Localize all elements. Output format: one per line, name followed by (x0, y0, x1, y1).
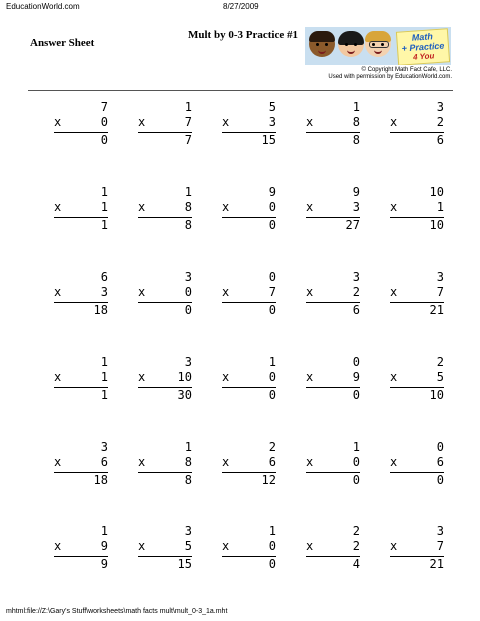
answer: 18 (93, 473, 108, 487)
problem (222, 185, 276, 233)
multiplicand: 3 (184, 355, 192, 369)
multiplier-row (222, 115, 276, 130)
multiplicand: 3 (100, 440, 108, 454)
multiplicand: 1 (352, 100, 360, 114)
multiplicand: 6 (100, 270, 108, 284)
answer: 18 (93, 303, 108, 317)
multiplier: 3 (100, 285, 108, 299)
multiply-sign: x (222, 115, 230, 129)
multiply-sign: x (306, 539, 314, 553)
multiplier: 0 (268, 539, 276, 553)
multiplier: 6 (100, 455, 108, 469)
multiply-sign: x (138, 285, 146, 299)
multiplier: 3 (268, 115, 276, 129)
problem (138, 440, 192, 488)
sticky-note: Math + Practice 4 You (396, 28, 450, 65)
answer: 6 (352, 303, 360, 317)
multiplicand: 1 (184, 100, 192, 114)
answer: 9 (100, 557, 108, 571)
multiply-sign: x (222, 370, 230, 384)
multiplier: 0 (352, 455, 360, 469)
multiply-sign: x (222, 455, 230, 469)
multiplier-row (54, 200, 108, 215)
multiplier: 5 (184, 539, 192, 553)
multiplier-row (138, 285, 192, 300)
multiplier-row (390, 539, 444, 554)
problem (54, 355, 108, 403)
multiply-sign: x (390, 455, 398, 469)
multiplier-row (390, 115, 444, 130)
multiplier-row (54, 285, 108, 300)
answer: 7 (184, 133, 192, 147)
answer: 10 (429, 218, 444, 232)
print-date: 8/27/2009 (223, 2, 259, 11)
multiply-sign: x (138, 115, 146, 129)
multiply-sign: x (54, 115, 62, 129)
multiplier: 2 (352, 285, 360, 299)
multiply-sign: x (390, 539, 398, 553)
multiplier: 7 (436, 539, 444, 553)
site-name: EducationWorld.com (6, 2, 80, 11)
multiplicand: 5 (268, 100, 276, 114)
problem (390, 355, 444, 403)
multiply-sign: x (390, 200, 398, 214)
multiplier: 9 (100, 539, 108, 553)
multiplier-row (138, 370, 192, 385)
problem (390, 440, 444, 488)
multiplier-row (54, 115, 108, 130)
multiplier-row (54, 455, 108, 470)
multiply-sign: x (138, 370, 146, 384)
answer: 15 (177, 557, 192, 571)
problem (54, 270, 108, 318)
multiply-sign: x (306, 455, 314, 469)
multiplier: 0 (100, 115, 108, 129)
multiplicand: 0 (268, 270, 276, 284)
answer: 0 (100, 133, 108, 147)
multiplier: 2 (352, 539, 360, 553)
multiplier: 3 (352, 200, 360, 214)
multiply-sign: x (390, 285, 398, 299)
multiplicand: 3 (184, 270, 192, 284)
multiplicand: 7 (100, 100, 108, 114)
multiplicand: 1 (352, 440, 360, 454)
answer: 0 (352, 388, 360, 402)
answer: 1 (100, 218, 108, 232)
multiplier-row (138, 455, 192, 470)
copyright-line: © Copyright Math Fact Cafe, LLC. (361, 67, 452, 73)
answer: 8 (184, 218, 192, 232)
problem (306, 270, 360, 318)
multiplier: 7 (268, 285, 276, 299)
multiplier: 8 (184, 200, 192, 214)
multiplier: 7 (184, 115, 192, 129)
multiplier-row (222, 285, 276, 300)
answer: 12 (261, 473, 276, 487)
problem (306, 100, 360, 148)
multiplier: 0 (268, 370, 276, 384)
multiply-sign: x (222, 285, 230, 299)
multiply-sign: x (222, 200, 230, 214)
multiplicand: 1 (100, 524, 108, 538)
problem (390, 100, 444, 148)
answer: 1 (100, 388, 108, 402)
multiply-sign: x (54, 200, 62, 214)
multiplicand: 2 (436, 355, 444, 369)
multiplier-row (222, 539, 276, 554)
multiply-sign: x (138, 455, 146, 469)
multiplicand: 3 (184, 524, 192, 538)
multiplicand: 2 (352, 524, 360, 538)
multiplicand: 0 (352, 355, 360, 369)
multiplier-row (306, 539, 360, 554)
multiply-sign: x (306, 115, 314, 129)
problem (222, 440, 276, 488)
multiplicand: 1 (184, 185, 192, 199)
page-title: Mult by 0-3 Practice #1 (188, 29, 298, 41)
multiplicand: 3 (352, 270, 360, 284)
problem (138, 355, 192, 403)
multiplier: 6 (268, 455, 276, 469)
answer: 21 (429, 303, 444, 317)
file-path-footer: mhtml:file://Z:\Gary's Stuff\worksheets\math facts mult\mult_0-3_1a.mht (6, 608, 228, 615)
multiplicand: 3 (436, 524, 444, 538)
answer: 6 (436, 133, 444, 147)
answer: 8 (184, 473, 192, 487)
multiplier: 1 (100, 370, 108, 384)
multiplier-row (306, 455, 360, 470)
answer: 4 (352, 557, 360, 571)
multiplier-row (390, 370, 444, 385)
problem (306, 524, 360, 572)
problem (138, 524, 192, 572)
multiplier-row (306, 115, 360, 130)
answer: 0 (268, 303, 276, 317)
answer: 8 (352, 133, 360, 147)
problem (138, 100, 192, 148)
multiply-sign: x (306, 200, 314, 214)
multiplicand: 0 (436, 440, 444, 454)
multiply-sign: x (54, 455, 62, 469)
multiplier-row (54, 370, 108, 385)
answer: 0 (352, 473, 360, 487)
multiplier: 2 (436, 115, 444, 129)
problem (222, 524, 276, 572)
multiply-sign: x (138, 200, 146, 214)
answer: 0 (268, 557, 276, 571)
problem (222, 100, 276, 148)
multiply-sign: x (54, 285, 62, 299)
multiplier: 0 (184, 285, 192, 299)
problem (306, 440, 360, 488)
multiplier: 5 (436, 370, 444, 384)
answer-sheet-label: Answer Sheet (30, 37, 95, 49)
multiplier: 6 (436, 455, 444, 469)
problem (54, 440, 108, 488)
multiplier: 1 (436, 200, 444, 214)
multiply-sign: x (390, 370, 398, 384)
multiply-sign: x (390, 115, 398, 129)
multiply-sign: x (54, 370, 62, 384)
answer: 27 (345, 218, 360, 232)
multiplier-row (306, 370, 360, 385)
problem (390, 185, 444, 233)
multiplier: 9 (352, 370, 360, 384)
multiplicand: 1 (184, 440, 192, 454)
multiplicand: 1 (100, 355, 108, 369)
problem (390, 524, 444, 572)
answer: 0 (268, 218, 276, 232)
answer: 10 (429, 388, 444, 402)
multiplicand: 2 (268, 440, 276, 454)
multiplier-row (222, 455, 276, 470)
multiplier-row (390, 285, 444, 300)
answer: 0 (184, 303, 192, 317)
multiplier-row (306, 285, 360, 300)
permission-line: Used with permission by EducationWorld.com. (328, 74, 452, 80)
problem (138, 185, 192, 233)
multiplier-row (138, 539, 192, 554)
multiplicand: 10 (429, 185, 444, 199)
answer: 0 (268, 388, 276, 402)
answer: 0 (436, 473, 444, 487)
answer: 21 (429, 557, 444, 571)
multiplier-row (306, 200, 360, 215)
multiplier: 10 (177, 370, 192, 384)
problem (306, 185, 360, 233)
multiplier-row (390, 200, 444, 215)
multiplicand: 9 (352, 185, 360, 199)
multiplier-row (222, 370, 276, 385)
problem (54, 100, 108, 148)
multiplicand: 3 (436, 270, 444, 284)
multiplier: 8 (184, 455, 192, 469)
answer: 30 (177, 388, 192, 402)
problem (222, 355, 276, 403)
multiplier-row (390, 455, 444, 470)
multiply-sign: x (54, 539, 62, 553)
multiplier: 8 (352, 115, 360, 129)
problem (306, 355, 360, 403)
multiplier: 7 (436, 285, 444, 299)
multiply-sign: x (138, 539, 146, 553)
multiplicand: 1 (268, 355, 276, 369)
problem (54, 185, 108, 233)
multiply-sign: x (306, 285, 314, 299)
problem (138, 270, 192, 318)
multiplier: 1 (100, 200, 108, 214)
problem (390, 270, 444, 318)
multiplier: 0 (268, 200, 276, 214)
multiplicand: 1 (268, 524, 276, 538)
problem (222, 270, 276, 318)
multiplier-row (222, 200, 276, 215)
multiply-sign: x (222, 539, 230, 553)
multiplier-row (54, 539, 108, 554)
multiplicand: 3 (436, 100, 444, 114)
multiplier-row (138, 200, 192, 215)
problem (54, 524, 108, 572)
answer: 15 (261, 133, 276, 147)
multiplier-row (138, 115, 192, 130)
multiplicand: 1 (100, 185, 108, 199)
multiplicand: 9 (268, 185, 276, 199)
multiply-sign: x (306, 370, 314, 384)
